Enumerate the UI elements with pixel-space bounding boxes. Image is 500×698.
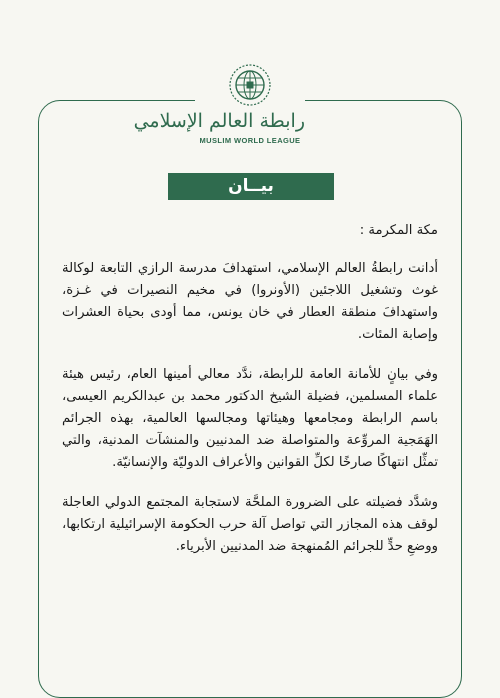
statement-place: مكة المكرمة : — [359, 223, 438, 238]
statement-title: بيــان — [168, 173, 334, 200]
statement-paragraph-2: وفي بيانٍ للأمانة العامة للرابطة، ندَّد معالي أمينها العام، رئيس هيئة علماء المسلمين، فضيلة الشيخ الدكتور محمد بن عبدالكريم العيسى، باسم الرابطة ومجامعها وهيئاتها ومجالسها العالمية، بهذه الجرائم الهَمَجية المروِّعة والمتواصلة ضد المدنيين والمنشآت المدنية، والتي تمثِّل انتهاكًا صارخًا لكلِّ القوانين والأعراف الدوليّة والإنسانيّة. — [62, 367, 438, 470]
org-name-arabic: رابطة العالم الإسلامي — [133, 110, 305, 132]
statement-paragraph-1: أدانت رابطةُ العالم الإسلامي، استهدافَ مدرسة الرازي التابعة لوكالة غوث وتشغيل اللاجئين (الأونروا) في مخيم النصيرات في غـزة، واستهدافَ منطقة العطار في خان يونس، مما أودى بحياة العشرات وإصابة المئات. — [62, 261, 438, 342]
statement-body — [62, 220, 438, 576]
org-name-english: MUSLIM WORLD LEAGUE — [199, 136, 301, 145]
globe-emblem-icon — [227, 62, 273, 108]
org-logo — [133, 56, 305, 188]
statement-paragraph-3: وشدَّد فضيلته على الضرورة الملحَّة لاستجابة المجتمع الدولي العاجلة لوقف هذه المجازر التي تواصل آلة حرب الحكومة الإسرائيلية ارتكابها، ووضعِ حدٍّ للجرائم المُمنهجة ضد المدنيين الأبرياء. — [62, 495, 438, 554]
